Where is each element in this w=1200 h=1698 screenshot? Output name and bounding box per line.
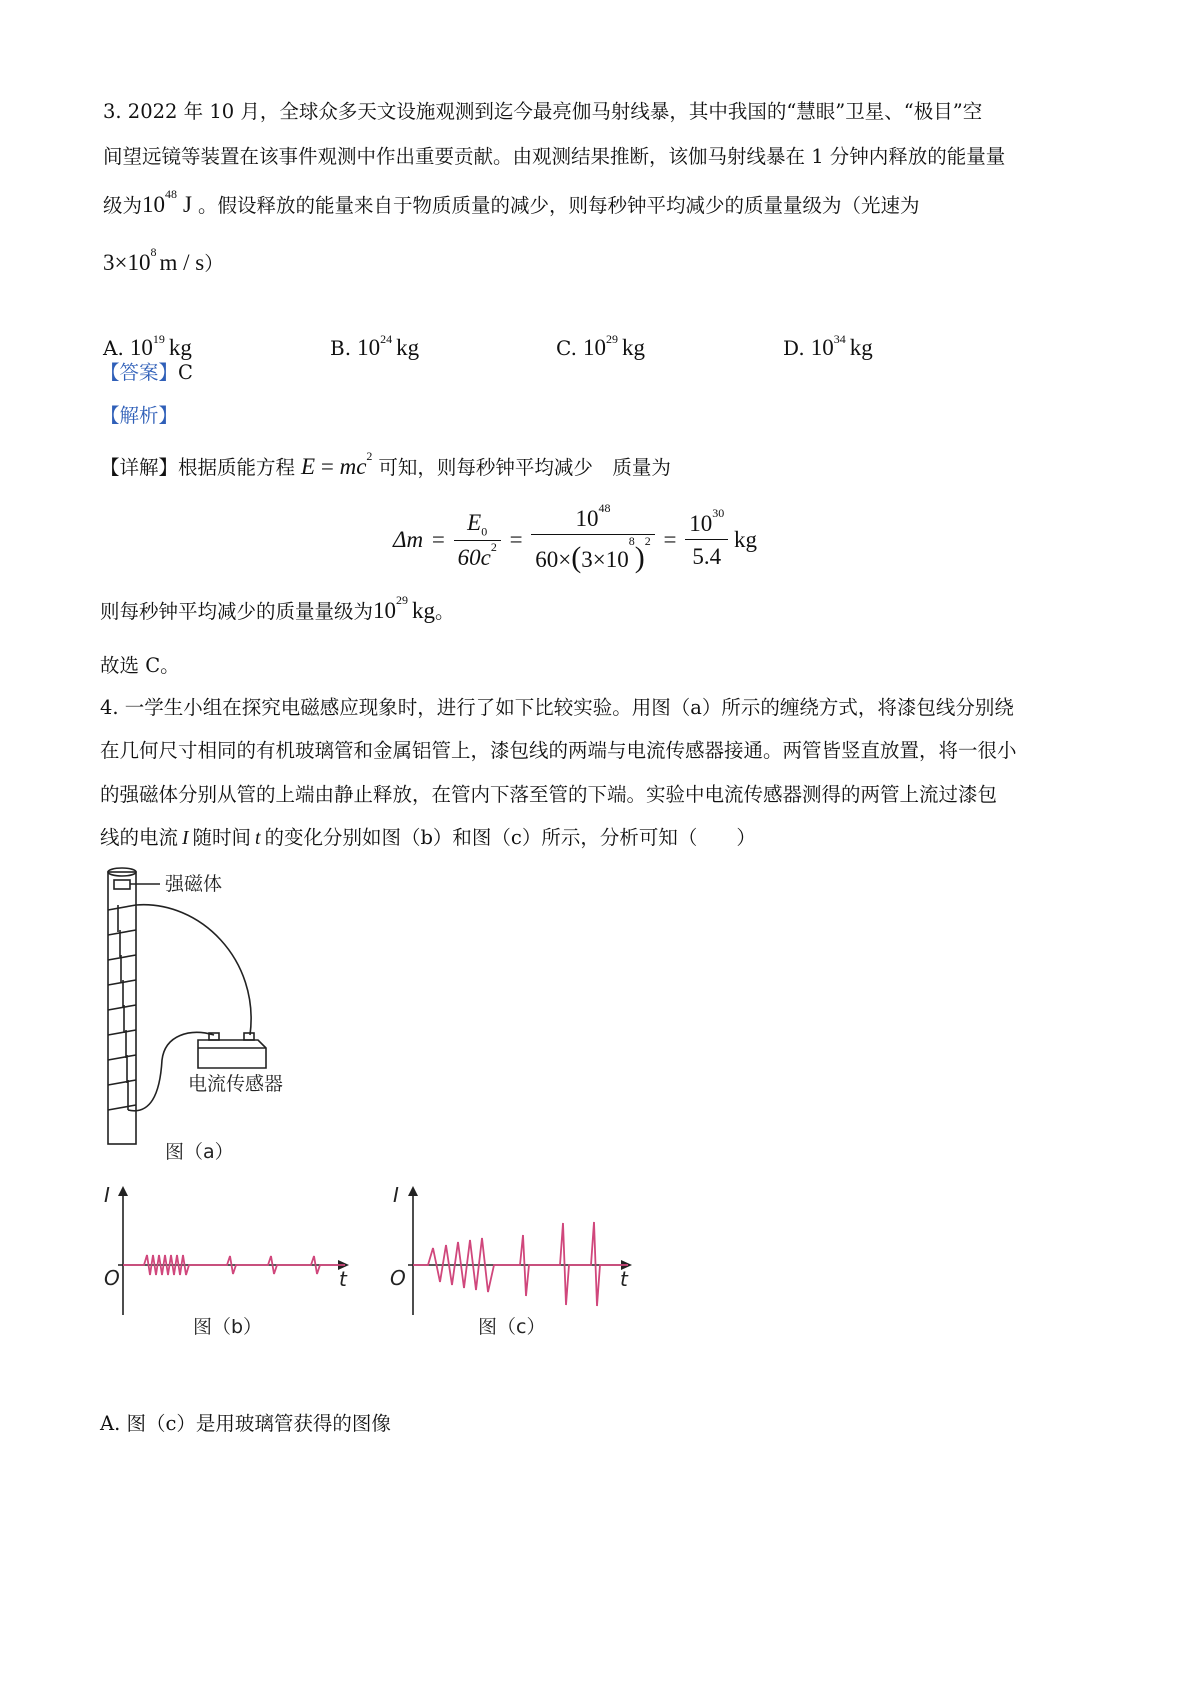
q3-line-3-suffix: 。假设释放的能量来自于物质质量的减少，则每秒钟平均减少的质量量级为（光速为 (197, 194, 920, 217)
option-value: $10^{24}$ kg (357, 332, 420, 360)
figure-b-caption: 图（b） (193, 1316, 263, 1338)
eq-fraction-1: $\frac{E_0}{60c^2}$ (454, 507, 501, 575)
option-value: $10^{19}$ kg (129, 332, 192, 360)
sensor-label: 电流传感器 (188, 1073, 284, 1095)
light-speed-exponent: 8 (150, 245, 157, 259)
q4-line-4: 线的电流 I 随时间 t 的变化分别如图（b）和图（c）所示，分析可知（ ） (100, 826, 756, 849)
c-current-trace (413, 1222, 628, 1306)
answer-tag: 【答案】 (100, 361, 179, 384)
energy-unit: J (183, 192, 192, 217)
option-label: B. (330, 336, 352, 360)
light-speed-value: 3×10 (103, 250, 151, 275)
eq-fraction-3: $\frac{10^{30}}{5.4}$ (685, 508, 728, 575)
choose-line: 故选 C。 (100, 654, 180, 677)
conclusion-line: 则每秒钟平均减少的质量量级为$10^{29}$ kg。 (100, 593, 455, 623)
magnet-label: 强磁体 (165, 873, 223, 895)
current-sensor (198, 1040, 266, 1068)
b-y-label: I (104, 1183, 110, 1207)
q3-line-1: 3. 2022 年 10 月，全球众多天文设施观测到迄今最亮伽马射线暴，其中我国的“慧眼”卫星、“极目”空 (103, 100, 983, 123)
figure-a-caption: 图（a） (165, 1141, 234, 1163)
figure-b (104, 1183, 349, 1338)
c-y-label: I (393, 1183, 399, 1207)
c-x-label: t (620, 1267, 628, 1291)
detail-tag: 【详解】 (100, 456, 179, 479)
eq-delta-m: Δm (393, 526, 424, 552)
answer-value: C (178, 361, 193, 384)
c-origin: O (390, 1266, 406, 1290)
q3-line-4-suffix: ） (204, 252, 224, 275)
b-x-label: t (339, 1267, 347, 1291)
q3-line-3-prefix: 级为 (103, 194, 143, 217)
mass-energy-equation: $E = mc^2$ (301, 449, 373, 479)
detail-text: 根据质能方程 (178, 456, 296, 479)
energy-base: 10 (142, 192, 166, 217)
q4-line-3: 的强磁体分别从管的上端由静止释放，在管内下落至管的下端。实验中电流传感器测得的两管上流过漆包 (100, 783, 998, 806)
option-value: $10^{29}$ kg (582, 332, 645, 360)
b-y-arrow (118, 1186, 128, 1196)
light-speed-unit: m / s (159, 250, 205, 275)
analysis-tag: 【解析】 (100, 404, 179, 427)
q4-line-2: 在几何尺寸相同的有机玻璃管和金属铝管上，漆包线的两端与电流传感器接通。两管皆竖直放置，将一很小 (100, 739, 1017, 762)
option-label: D. (783, 336, 805, 360)
q3-line-2: 间望远镜等装置在该事件观测中作出重要贡献。由观测结果推断，该伽马射线暴在 1 分钟内释放的能量量 (103, 145, 1006, 168)
coil-front (108, 905, 136, 1110)
option-value: $10^{34}$ kg (810, 332, 873, 360)
energy-exponent: 48 (165, 187, 178, 201)
b-origin: O (104, 1266, 120, 1290)
conclusion-text: 则每秒钟平均减少的质量量级为 (100, 600, 374, 623)
wire-top (136, 905, 251, 1035)
sensor-terminal-right (244, 1033, 254, 1040)
eq-unit: kg (734, 526, 757, 552)
figure-c-caption: 图（c） (478, 1316, 546, 1338)
mass-loss-equation: Δm = $\frac{E_0}{60c^2}$ = $\frac{10^{48}}{60\times(3\times 10^8)^2}$ = $\frac{10^{30}}{5.4}$ kg (393, 503, 757, 580)
c-y-arrow (408, 1186, 418, 1196)
q4-line-1: 4. 一学生小组在探究电磁感应现象时，进行了如下比较实验。用图（a）所示的缠绕方式，将漆包线分别绕 (100, 696, 1014, 719)
eq-fraction-2: $\frac{10^{48}}{60\times(3\times 10^8)^2}$ (531, 503, 654, 580)
q4-option-a: A. 图（c）是用玻璃管获得的图像 (100, 1412, 391, 1435)
wire-bottom (128, 1032, 214, 1110)
detail-text-2: 可知，则每秒钟平均减少 质量为 (378, 456, 671, 479)
figure-c (390, 1183, 632, 1338)
magnet (114, 880, 130, 889)
option-label: C. (556, 336, 577, 360)
option-label: A. (103, 336, 124, 360)
